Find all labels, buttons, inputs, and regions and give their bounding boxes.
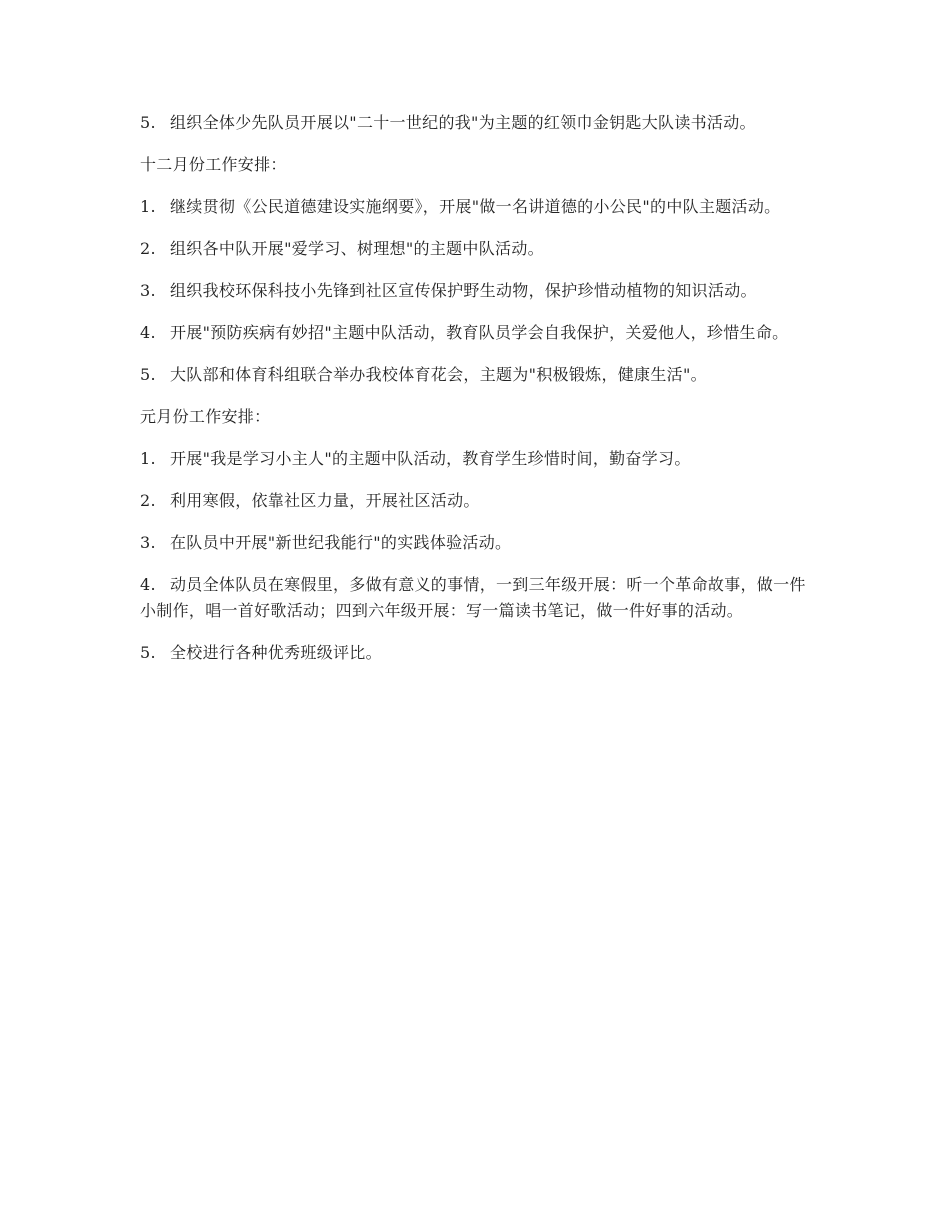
item-text: 大队部和体育科组联合举办我校体育花会，主题为"积极锻炼，健康生活"。 bbox=[170, 365, 707, 384]
list-item bbox=[140, 488, 810, 514]
item-text: 全校进行各种优秀班级评比。 bbox=[170, 643, 382, 662]
heading-text: 十二月份工作安排： bbox=[140, 155, 287, 174]
item-number: 5. bbox=[140, 643, 156, 662]
item-text: 在队员中开展"新世纪我能行"的实践体验活动。 bbox=[170, 533, 512, 552]
list-item bbox=[140, 278, 810, 304]
item-text: 组织全体少先队员开展以"二十一世纪的我"为主题的红领巾金钥匙大队读书活动。 bbox=[170, 113, 756, 132]
list-item bbox=[140, 236, 810, 262]
document-page bbox=[140, 110, 810, 682]
list-item bbox=[140, 572, 810, 624]
heading-text: 元月份工作安排： bbox=[140, 407, 271, 426]
section-heading-january bbox=[140, 404, 810, 430]
item-text: 组织各中队开展"爱学习、树理想"的主题中队活动。 bbox=[170, 239, 544, 258]
list-item bbox=[140, 110, 810, 136]
list-item bbox=[140, 530, 810, 556]
item-number: 1. bbox=[140, 197, 156, 216]
item-number: 4. bbox=[140, 575, 156, 594]
item-text: 开展"预防疾病有妙招"主题中队活动，教育队员学会自我保护，关爱他人，珍惜生命。 bbox=[170, 323, 789, 342]
item-text: 继续贯彻《公民道德建设实施纲要》，开展"做一名讲道德的小公民"的中队主题活动。 bbox=[170, 197, 781, 216]
item-text: 动员全体队员在寒假里，多做有意义的事情，一到三年级开展：听一个革命故事，做一件小制作，唱一首好歌活动；四到六年级开展：写一篇读书笔记，做一件好事的活动。 bbox=[140, 575, 806, 620]
item-text: 利用寒假，依靠社区力量，开展社区活动。 bbox=[170, 491, 480, 510]
item-number: 3. bbox=[140, 281, 156, 300]
item-number: 2. bbox=[140, 239, 156, 258]
list-item bbox=[140, 320, 810, 346]
item-number: 2. bbox=[140, 491, 156, 510]
section-heading-december bbox=[140, 152, 810, 178]
list-item bbox=[140, 640, 810, 666]
item-number: 5. bbox=[140, 113, 156, 132]
list-item bbox=[140, 362, 810, 388]
list-item bbox=[140, 446, 810, 472]
item-number: 4. bbox=[140, 323, 156, 342]
item-text: 组织我校环保科技小先锋到社区宣传保护野生动物，保护珍惜动植物的知识活动。 bbox=[170, 281, 757, 300]
item-number: 1. bbox=[140, 449, 156, 468]
item-number: 5. bbox=[140, 365, 156, 384]
item-number: 3. bbox=[140, 533, 156, 552]
list-item bbox=[140, 194, 810, 220]
item-text: 开展"我是学习小主人"的主题中队活动，教育学生珍惜时间，勤奋学习。 bbox=[170, 449, 691, 468]
